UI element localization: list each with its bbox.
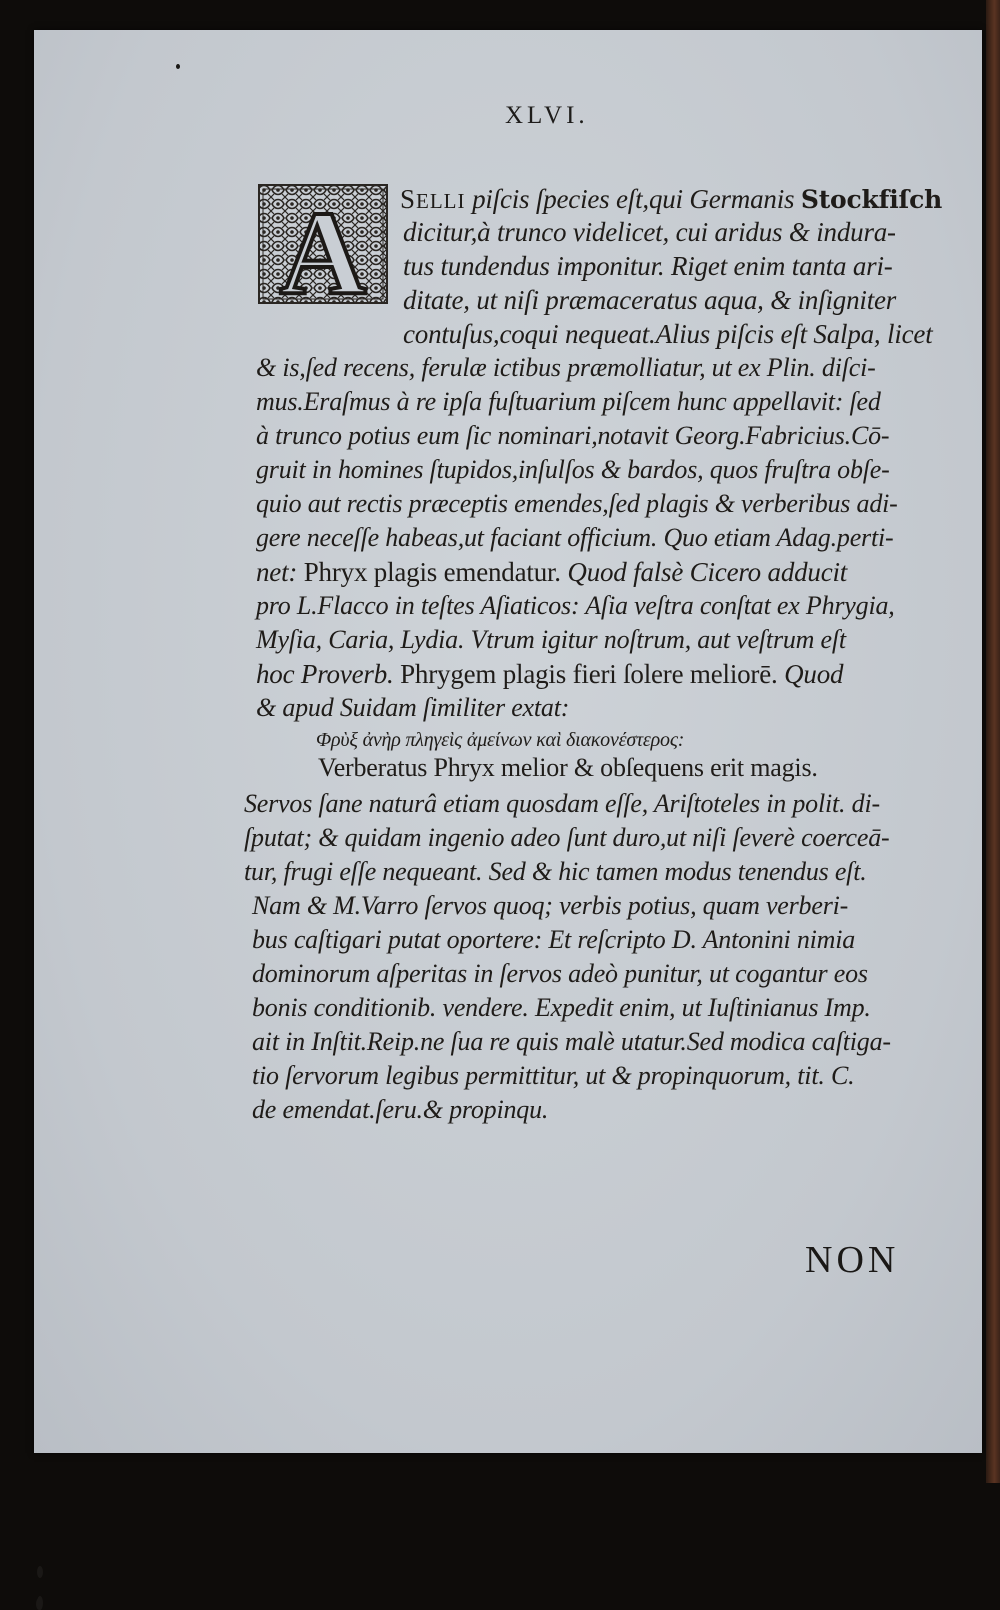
text-line: de emendat.ſeru.& propinqu. (252, 1095, 549, 1124)
text-line: net: Phryx plagis emendatur. Quod falsè Cicero adducit (256, 557, 848, 587)
book-edge (986, 0, 1000, 1483)
text-line: ait in Inſtit.Reip.ne ſua re quis malè utatur.Sed modica caſtiga- (252, 1027, 891, 1056)
text-line: bonis conditionib. vendere. Expedit enim, ut Iuſtinianus Imp. (252, 993, 871, 1022)
text-line: Nam & M.Varro ſervos quoq; verbis potius, quam verberi- (252, 891, 849, 920)
initial-letter: A (279, 186, 367, 313)
text-line: à trunco potius eum ſic nominari,notavit Georg.Fabricius.Cō- (256, 421, 890, 450)
text-line: gere neceſſe habeas,ut faciant officium. Quo etiam Adag.perti- (256, 523, 894, 552)
text-line: tur, frugi eſſe nequeant. Sed & hic tamen modus tenendus eſt. (244, 857, 867, 886)
text-line: Myſia, Caria, Lydia. Vtrum igitur noſtrum, aut veſtrum eſt (256, 625, 846, 654)
margin-mark (37, 1596, 43, 1610)
folio-number: XLVI. (505, 102, 589, 129)
text-line: Servos ſane naturâ etiam quosdam eſſe, Ariſtoteles in polit. di- (244, 789, 880, 818)
text-line: dicitur,à trunco videlicet, cui aridus & indura- (403, 217, 896, 247)
text-line: bus caſtigari putat oportere: Et reſcripto D. Antonini nimia (252, 925, 856, 954)
text-line: hoc Proverb. Phrygem plagis fieri ſolere meliorē. Quod (256, 659, 844, 689)
text-line: ditate, ut niſi præmaceratus aqua, & inſigniter (403, 285, 897, 315)
decorated-initial (257, 183, 395, 313)
text-line: quio aut rectis præceptis emendes,ſed plagis & verberibus adi- (256, 489, 898, 518)
margin-mark (37, 1566, 43, 1578)
text-line: SELLI piſcis ſpecies eſt,qui Germanis Stockfiſch (400, 184, 943, 214)
catchword: NON (805, 1239, 900, 1281)
text-line: mus.Eraſmus à re ipſa fuſtuarium piſcem hunc appellavit: ſed (256, 387, 881, 416)
text-line: tus tundendus imponitur. Riget enim tanta ari- (403, 251, 893, 281)
text-line: pro L.Flacco in teſtes Aſiaticos: Aſia veſtra conſtat ex Phrygia, (256, 591, 895, 620)
latin-verse: Verberatus Phryx melior & obſequens erit magis. (318, 753, 818, 782)
text-line: & apud Suidam ſimiliter extat: (256, 693, 570, 722)
greek-verse: Φρὺξ ἀνὴρ πληγεὶς ἀμείνων καὶ διακονέστερος: (316, 729, 685, 751)
text-line: ſputat; & quidam ingenio adeo ſunt duro,ut niſi ſeverè coerceā- (244, 823, 890, 852)
text-line: gruit in homines ſtupidos,inſulſos & bardos, quos fruſtra obſe- (256, 455, 890, 484)
text-line: tio ſervorum legibus permittitur, ut & propinquorum, tit. C. (252, 1061, 855, 1090)
text-line: contuſus,coqui nequeat.Alius piſcis eſt Salpa, licet (403, 319, 933, 349)
text-line: & is,ſed recens, ferulæ ictibus præmolliatur, ut ex Plin. diſci- (256, 353, 876, 382)
ink-speck (176, 64, 180, 69)
text-line: dominorum aſperitas in ſervos adeò punitur, ut cogantur eos (252, 959, 868, 988)
